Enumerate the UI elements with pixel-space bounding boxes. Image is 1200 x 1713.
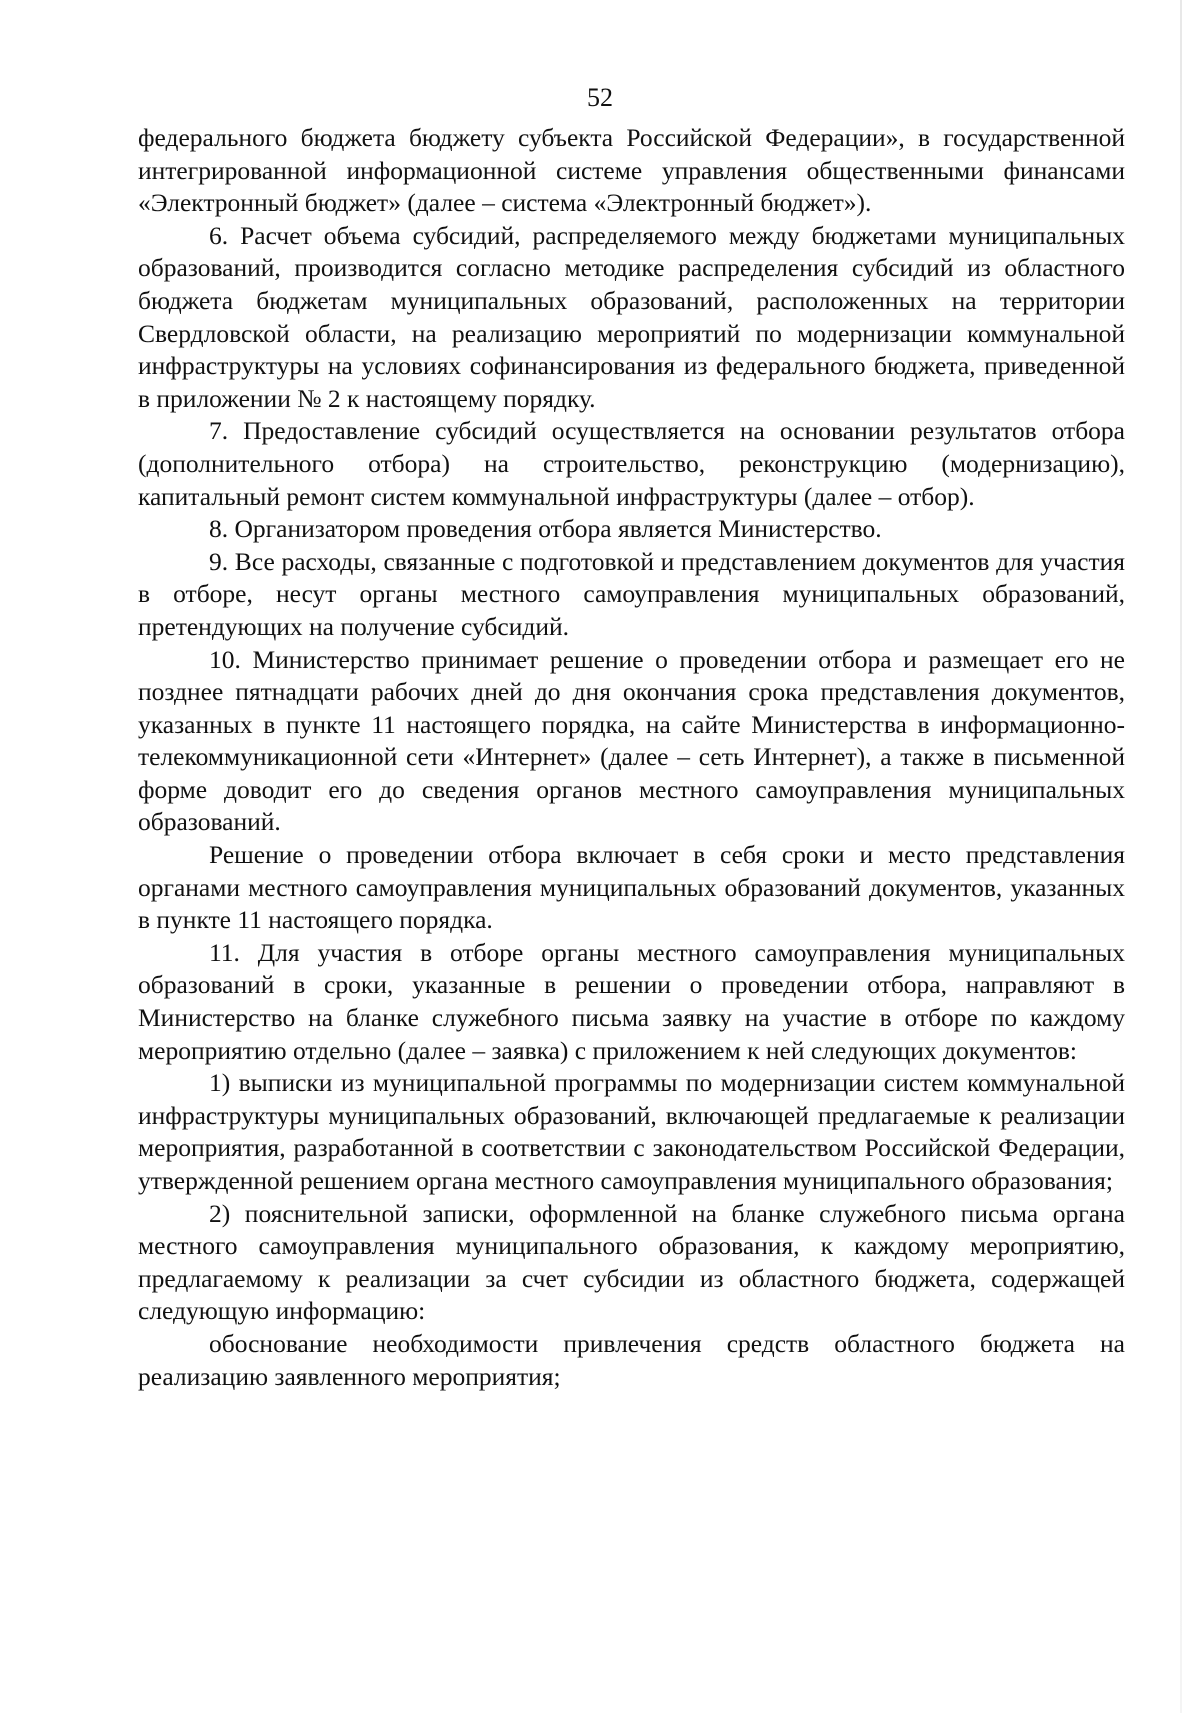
document-body xyxy=(138,122,1125,1393)
paragraph-item-7: 7. Предоставление субсидий осуществляется на основании результатов отбора (дополнительного отбора) на строительство, реконструкцию (модернизацию), капитальный ремонт систем коммунальной инфраструктуры (далее – отбор). xyxy=(138,416,1125,511)
scan-edge-line xyxy=(1180,0,1182,1713)
paragraph-item-10: 10. Министерство принимает решение о проведении отбора и размещает его не позднее пятнадцати рабочих дней до дня окончания срока представления документов, указанных в пункте 11 настоящего порядка, на сайте Министерства в информационно-телекоммуникационной сети «Интернет» (далее – сеть Интернет), а также в письменной форме доводит его до сведения органов местного самоуправления муниципальных образований. xyxy=(138,644,1125,837)
paragraph-item-11: 11. Для участия в отборе органы местного самоуправления муниципальных образований в сроки, указанные в решении о проведении отбора, направляют в Министерство на бланке служебного письма заявку на участие в отборе по каждому мероприятию отдельно (далее – заявка) с приложением к ней следующих документов: xyxy=(138,937,1125,1065)
paragraph-justification: обоснование необходимости привлечения средств областного бюджета на реализацию заявленного мероприятия; xyxy=(138,1328,1125,1391)
paragraph-continuation: федерального бюджета бюджету субъекта Российской Федерации», в государственной интегрированной информационной системе управления общественными финансами «Электронный бюджет» (далее – система «Электронный бюджет»). xyxy=(138,123,1125,218)
paragraph-subitem-1: 1) выписки из муниципальной программы по модернизации систем коммунальной инфраструктуры муниципальных образований, включающей предлагаемые к реализации мероприятия, разработанной в соответствии с законодательством Российской Федерации, утвержденной решением органа местного самоуправления муниципального образования; xyxy=(138,1068,1125,1195)
page-number: 52 xyxy=(587,83,613,112)
paragraph-selection-decision: Решение о проведении отбора включает в себя сроки и место представления органами местного самоуправления муниципальных образований документов, указанных в пункте 11 настоящего порядка. xyxy=(138,840,1125,935)
paragraph-item-6: 6. Расчет объема субсидий, распределяемого между бюджетами муниципальных образований, производится согласно методике распределения субсидий из областного бюджета бюджетам муниципальных образований, расположенных на территории Свердловской области, на реализацию мероприятий по модернизации коммунальной инфраструктуры на условиях софинансирования из федерального бюджета, приведенной в приложении № 2 к настоящему порядку. xyxy=(138,220,1125,413)
paragraph-subitem-2: 2) пояснительной записки, оформленной на бланке служебного письма органа местного самоуправления муниципального образования, к каждому мероприятию, предлагаемому к реализации за счет субсидии из областного бюджета, содержащей следующую информацию: xyxy=(138,1198,1125,1326)
paragraph-item-8: 8. Организатором проведения отбора является Министерство. xyxy=(209,514,882,544)
paragraph-item-9: 9. Все расходы, связанные с подготовкой и представлением документов для участия в отборе, несут органы местного самоуправления муниципальных образований, претендующих на получение субсидий. xyxy=(138,546,1125,641)
